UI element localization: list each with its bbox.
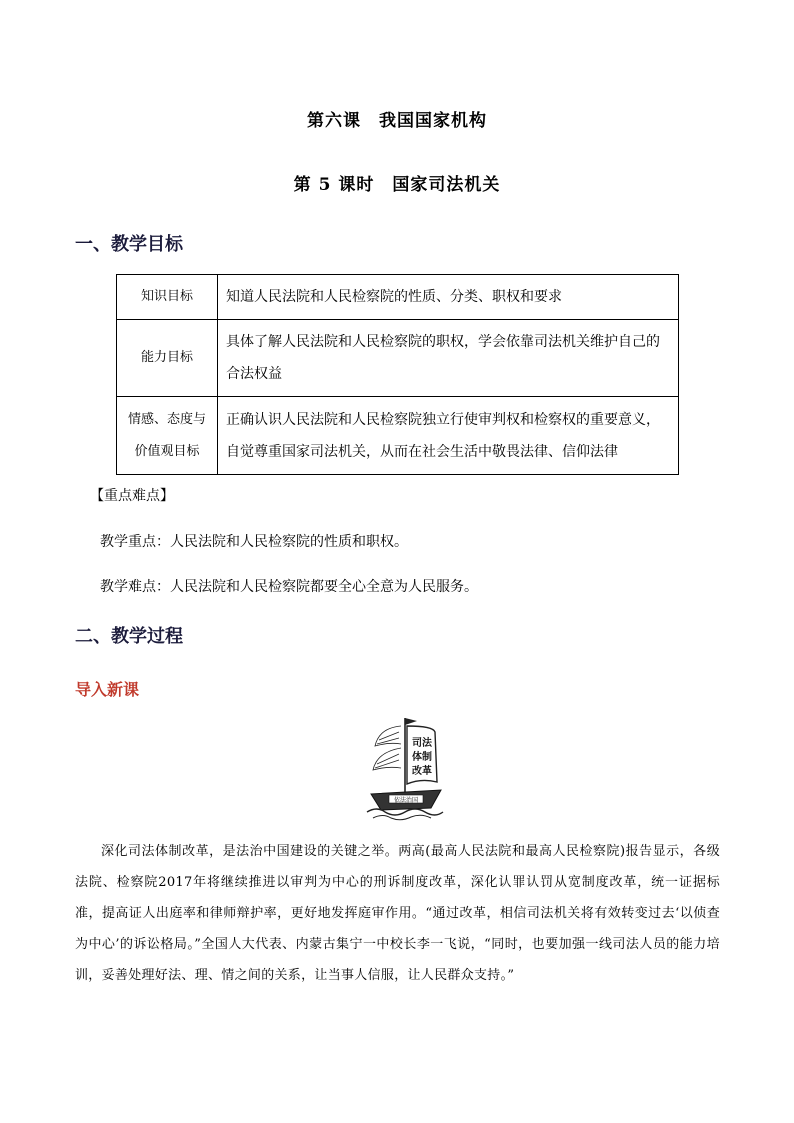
section-heading-process: 二、教学过程: [75, 626, 183, 647]
sail-text-line: 体制: [412, 752, 432, 763]
goal-text: 知道人民法院和人民检察院的性质、分类、职权和要求: [218, 275, 679, 320]
keypoints-label: 【重点难点】: [90, 488, 174, 504]
sail-text-line: 改革: [412, 766, 432, 777]
teaching-goals-table: [116, 274, 679, 475]
table-row: [117, 275, 679, 320]
goal-text: 正确认识人民法院和人民检察院独立行使审判权和检察权的重要意义，自觉尊重国家司法机关，从而在社会生活中敬畏法律、信仰法律: [218, 397, 679, 475]
goal-label-line: 价值观目标: [134, 443, 200, 459]
sail-text-line: 司法: [412, 738, 432, 749]
goal-text: 具体了解人民法院和人民检察院的职权，学会依靠司法机关维护自己的合法权益: [218, 320, 679, 397]
section-heading-goals: 一、教学目标: [75, 234, 183, 255]
reform-ship-illustration: [365, 712, 445, 822]
intro-heading: 导入新课: [75, 680, 140, 699]
table-row: [117, 320, 679, 397]
goal-label: 知识目标: [117, 275, 218, 320]
table-row: [117, 397, 679, 475]
key-focus: 教学重点：人民法院和人民检察院的性质和职权。: [100, 534, 408, 550]
hull-text: 依法治国: [393, 797, 419, 804]
goal-label: 能力目标: [117, 320, 218, 397]
intro-article: 深化司法体制改革，是法治中国建设的关键之举。两高(最高人民法院和最高人民检察院)报告显示，各级法院、检察院2017年将继续推进以审判为中心的刑诉制度改革，深化认罪认罚从宽制度改革，统一证据标准，提高证人出庭率和律师辩护率，更好地发挥庭审作用。“通过改革，相信司法机关将有效转变过去‘以侦查为中心’的诉讼格局。”全国人大代表、内蒙古集宁一中校长李一飞说，“同时，也要加强一线司法人员的能力培训，妥善处理好法、理、情之间的关系，让当事人信服，让人民群众支持。”: [75, 844, 720, 983]
goal-label: [117, 397, 218, 475]
period-title: 第 5 课时 国家司法机关: [293, 175, 501, 195]
goal-label-line: 情感、态度与: [127, 411, 206, 427]
lesson-title: 第六课 我国国家机构: [307, 111, 487, 131]
key-difficulty: 教学难点：人民法院和人民检察院都要全心全意为人民服务。: [100, 579, 478, 595]
